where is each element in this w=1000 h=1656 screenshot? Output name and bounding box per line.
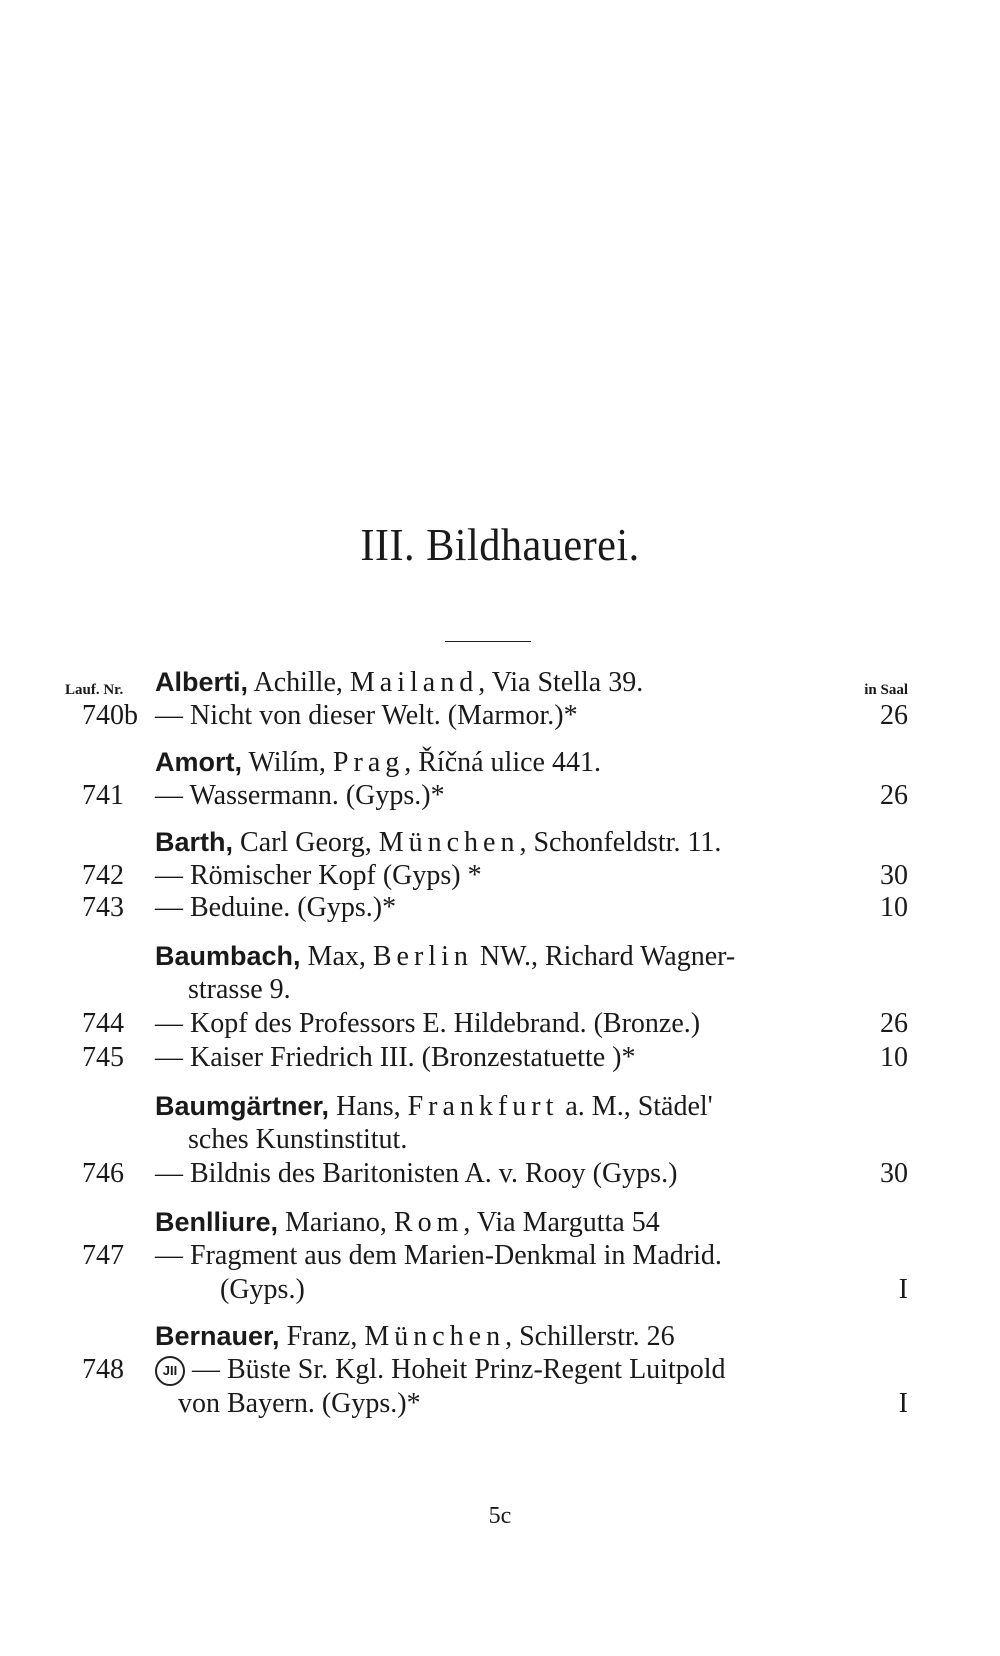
entry-title: — Nicht von dieser Welt. (Marmor.)* [155, 700, 578, 731]
section-title: III. Bildhauerei. [360, 519, 640, 570]
entry-title: — Beduine. (Gyps.)* [155, 892, 397, 923]
artist-line-bernauer: Bernauer, Franz, München, Schillerstr. 26 [155, 1321, 675, 1352]
entry-number: 744 [82, 1008, 124, 1039]
entry-room: 26 [880, 1008, 908, 1039]
entry-title: — Wassermann. (Gyps.)* [155, 780, 445, 811]
artist-name: Barth, [155, 827, 234, 857]
catalog-entry-747-continuation [0, 1272, 1000, 1308]
entry-title: — Kopf des Professors E. Hildebrand. (Bronze.) [155, 1008, 701, 1039]
artist-line-baumbach: Baumbach, Max, Berlin NW., Richard Wagner- [155, 941, 736, 972]
catalog-entry-748-continuation [0, 1386, 1000, 1422]
page-number: 5c [488, 1503, 512, 1529]
entry-room: 26 [880, 700, 908, 731]
artist-name: Amort, [155, 747, 242, 777]
artist-address-continuation: sches Kunstinstitut. [188, 1124, 408, 1155]
entry-number: 741 [82, 780, 124, 811]
entry-title: — Römischer Kopf (Gyps) * [155, 860, 482, 891]
artist-address-continuation: strasse 9. [188, 974, 291, 1005]
title-divider [445, 641, 531, 642]
column-header-number: Lauf. Nr. [65, 682, 124, 698]
catalog-entry-748 [0, 1352, 1000, 1388]
entry-room: 10 [880, 892, 908, 923]
entry-number: 743 [82, 892, 124, 923]
artist-name: Baumbach, [155, 941, 301, 971]
artist-city: München [378, 827, 520, 858]
entry-room: 26 [880, 780, 908, 811]
entry-title: — Bildnis des Baritonisten A. v. Rooy (Gyps.) [155, 1158, 678, 1189]
entry-room: 30 [880, 1158, 908, 1189]
entry-number: 748 [82, 1354, 124, 1385]
entry-title: — Fragment aus dem Marien-Denkmal in Madrid. [155, 1240, 722, 1271]
artist-line-baumgaertner: Baumgärtner, Hans, Frankfurt a. M., Städel' [155, 1091, 713, 1122]
entry-title-continuation: (Gyps.) [220, 1274, 305, 1305]
entry-title: — Büste Sr. Kgl. Hoheit Prinz-Regent Luitpold [192, 1354, 726, 1385]
artist-city: Prag [332, 747, 405, 778]
artist-name: Benlliure, [155, 1207, 279, 1237]
entry-number: 747 [82, 1240, 124, 1271]
entry-number: 745 [82, 1042, 124, 1073]
artist-line-barth: Barth, Carl Georg, München, Schonfeldstr. 11. [155, 827, 722, 858]
catalog-entry-744 [0, 1006, 1000, 1042]
artist-city: Frankfurt [407, 1091, 559, 1122]
artist-city: Mailand [349, 667, 479, 698]
artist-city: Berlin [372, 941, 473, 972]
catalog-entry-740b [0, 698, 1000, 734]
artist-name: Bernauer, [155, 1321, 280, 1351]
jubilee-badge-icon: JII [155, 1356, 185, 1386]
column-header-room: in Saal [864, 682, 908, 698]
catalog-entry-743 [0, 890, 1000, 926]
entry-number: 746 [82, 1158, 124, 1189]
entry-title: — Kaiser Friedrich III. (Bronzestatuette )* [155, 1042, 636, 1073]
catalog-entry-742 [0, 858, 1000, 894]
entry-room: I [898, 1388, 908, 1419]
entry-number: 742 [82, 860, 124, 891]
artist-city: München [364, 1321, 506, 1352]
catalog-entry-741 [0, 778, 1000, 814]
artist-name: Baumgärtner, [155, 1091, 330, 1121]
entry-number: 740b [82, 700, 138, 731]
artist-line-alberti: Alberti, Achille, Mailand, Via Stella 39. [155, 667, 644, 698]
entry-room: 30 [880, 860, 908, 891]
artist-line-benlliure: Benlliure, Mariano, Rom, Via Margutta 54 [155, 1207, 660, 1238]
entry-room: 10 [880, 1042, 908, 1073]
catalog-entry-747 [0, 1238, 1000, 1274]
catalog-entry-745 [0, 1040, 1000, 1076]
artist-name: Alberti, [155, 667, 249, 697]
entry-title-continuation: von Bayern. (Gyps.)* [178, 1388, 421, 1419]
entry-room: I [898, 1274, 908, 1305]
catalog-entry-746 [0, 1156, 1000, 1192]
artist-line-amort: Amort, Wilím, Prag, Říčná ulice 441. [155, 747, 601, 778]
artist-city: Rom [393, 1207, 464, 1238]
